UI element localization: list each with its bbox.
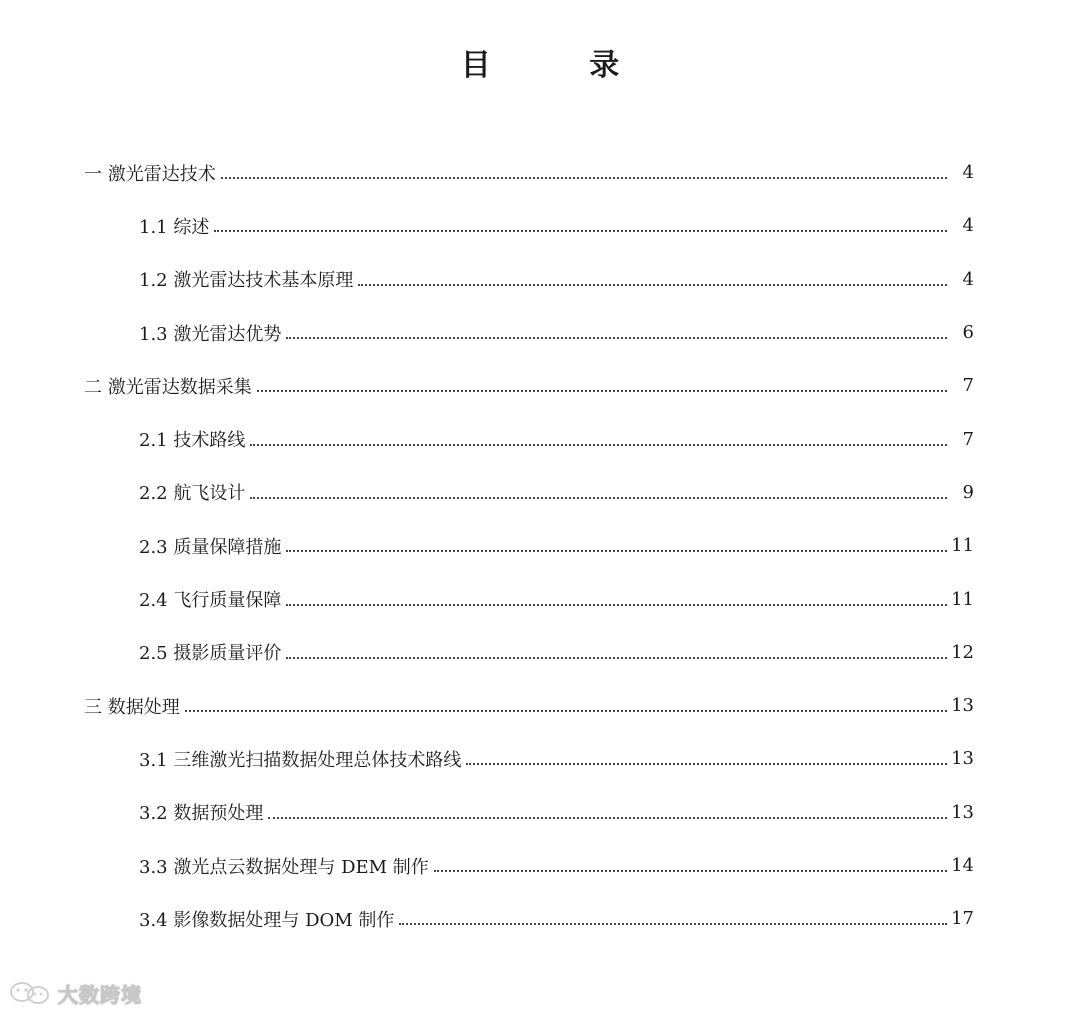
toc-entry-page-number: 4	[962, 162, 974, 184]
toc-entry-label: 2.3 质量保障措施	[139, 533, 283, 559]
toc-entry-label: 2.4 飞行质量保障	[139, 586, 283, 612]
watermark	[8, 976, 142, 1010]
toc-entry[interactable]	[0, 732, 1080, 785]
toc-entry[interactable]	[0, 253, 1080, 306]
toc-entry[interactable]	[0, 892, 1080, 945]
toc-entry-page-number: 4	[962, 215, 974, 237]
toc-entry-label: 三 数据处理	[84, 693, 182, 719]
toc-dot-leader	[214, 229, 947, 232]
toc-dot-leader	[358, 283, 947, 286]
toc-entry-label: 2.5 摄影质量评价	[139, 639, 283, 665]
toc-entry-label: 1.1 综述	[139, 213, 211, 239]
toc-dot-leader	[286, 549, 947, 552]
toc-dot-leader	[185, 709, 947, 712]
toc-entry[interactable]	[0, 412, 1080, 465]
toc-entry-page-number: 12	[951, 641, 974, 663]
toc-dot-leader	[434, 869, 947, 872]
toc-entry[interactable]	[0, 839, 1080, 892]
toc-entry-label: 二 激光雷达数据采集	[84, 373, 254, 399]
toc-entry-page-number: 7	[962, 428, 974, 450]
toc-dot-leader	[257, 389, 947, 392]
toc-dot-leader	[399, 922, 947, 925]
toc-entry-label: 2.2 航飞设计	[139, 479, 247, 505]
toc-entry[interactable]	[0, 679, 1080, 732]
toc-dot-leader	[286, 336, 947, 339]
toc-dot-leader	[268, 816, 947, 819]
toc-entry-page-number: 6	[962, 322, 974, 344]
toc-entry-label: 3.3 激光点云数据处理与 DEM 制作	[139, 853, 431, 879]
toc-entry-page-number: 11	[951, 588, 974, 610]
toc-entry-label: 3.2 数据预处理	[139, 799, 265, 825]
toc-entry-label: 1.2 激光雷达技术基本原理	[139, 266, 355, 292]
toc-dot-leader	[250, 496, 947, 499]
toc-entry-page-number: 7	[962, 375, 974, 397]
toc-entry[interactable]	[0, 146, 1080, 199]
toc-dot-leader	[286, 656, 947, 659]
toc-entry[interactable]	[0, 306, 1080, 359]
toc-entry[interactable]	[0, 519, 1080, 572]
toc-dot-leader	[466, 762, 947, 765]
table-of-contents	[0, 146, 1080, 945]
toc-entry-page-number: 11	[951, 535, 974, 557]
toc-entry[interactable]	[0, 786, 1080, 839]
toc-entry[interactable]	[0, 626, 1080, 679]
wechat-logo-icon	[8, 980, 52, 1006]
toc-entry-page-number: 14	[951, 855, 974, 876]
watermark-text: 大数跨境	[58, 982, 142, 1007]
toc-entry-page-number: 13	[951, 801, 974, 823]
toc-entry[interactable]	[0, 199, 1080, 252]
toc-entry-label: 一 激光雷达技术	[84, 160, 218, 186]
toc-entry[interactable]	[0, 466, 1080, 519]
toc-entry-page-number: 4	[962, 268, 974, 290]
toc-dot-leader	[250, 443, 947, 446]
toc-entry-label: 1.3 激光雷达优势	[139, 320, 283, 346]
toc-entry[interactable]	[0, 572, 1080, 625]
toc-dot-leader	[286, 603, 947, 606]
toc-entry-page-number: 9	[962, 481, 974, 503]
toc-entry-page-number: 13	[951, 748, 974, 770]
page-title: 目 录	[460, 48, 664, 83]
toc-dot-leader	[221, 176, 947, 179]
toc-entry[interactable]	[0, 359, 1080, 412]
toc-entry-label: 2.1 技术路线	[139, 426, 247, 452]
toc-entry-label: 3.4 影像数据处理与 DOM 制作	[139, 906, 396, 932]
toc-entry-label: 3.1 三维激光扫描数据处理总体技术路线	[139, 746, 463, 772]
toc-entry-page-number: 13	[951, 695, 974, 717]
toc-entry-page-number: 17	[951, 908, 974, 930]
